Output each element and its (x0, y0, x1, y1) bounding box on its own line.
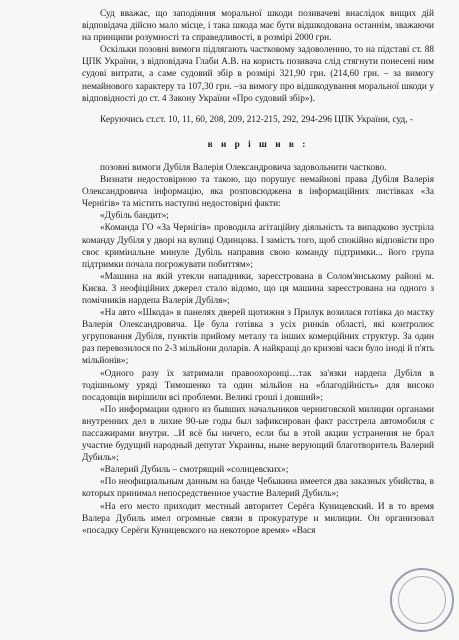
paragraph: «Валерий Дубиль – смотрящий «солнцевских»; (100, 465, 289, 476)
court-seal-stamp (390, 568, 454, 632)
paragraph-spacer (82, 105, 434, 114)
paragraph: в и р і ш и в : (207, 139, 309, 150)
paragraph: «Машина на якій утекли нападники, зареєстрована в Солом'янському районі м. Києва. З неофіційних джерел стало відомо, що ця машина зареєстрована на одного з помічників нардепа Валерія Дубіля»; (82, 271, 434, 306)
paragraph-spacer (82, 126, 434, 135)
paragraph: Суд вважає, що заподіяння моральної шкоди позивачеві внаслідок вищих дій відповідача дійсно мало місце, і така шкода має бути відшкодована останнім, зважаючи на принципи розумності та справедливості, в розмірі 2000 грн. (82, 9, 434, 44)
paragraph: «На его место приходит местный авторитет Серёга Куницевский. И в то время Валера Дубиль имел огромные связи в прокуратуре и милиции. Он организовал «посадку Серёги Куницевского на некоторое время» «Вася (82, 501, 434, 536)
paragraph: Визнати недостовірною та такою, що порушує немайнові права Дубіля Валерія Олександровича інформацію, яка розповсюджена в інформаційних листівках «За Чернігів» та містить наступні недостовірні факти: (82, 175, 434, 210)
paragraph: «Дубіль бандит»; (100, 211, 169, 222)
paragraph: «Одного разу їх затримали правоохоронці…так за'язки нардепа Дубіля в тодішньому уряді Тимошенко та один мільйон на «благодійність» для високо посадовців вирішили всі проблеми. Великі гроші і довший»; (82, 368, 434, 403)
paragraph: «Команда ГО «За Чернігів» проводила агітаційну діяльність та випадково зустріла команду Дубіля у дворі на вулиці Одинцова. І замість того, щоб спокійно відповісти про своє кримінальне минуле Дубіль направив свою команду підтримки... його група підтримки почала погрожувати побиттям»; (82, 223, 434, 270)
document-body (82, 8, 434, 537)
paragraph: «По неофициальным данным на банде Чебыкина имеется два заказных убийства, в которых принимал непосредственное участие Валерий Дубиль»; (82, 477, 434, 500)
paragraph: Оскільки позовні вимоги підлягають частковому задоволенню, то на підставі ст. 88 ЦПК України, з відповідача Глаби А.В. на користь позивача слід стягнути понесені ним судові витрати, а саме судовий збір в розмірі 321,90 грн. (214,60 грн. – за вимогу немайнового характеру та 107,30 грн. –за вимогу про відшкодування моральної шкоди у відповідності до ст. 4 Закону України «Про судовий збір»). (82, 45, 434, 104)
paragraph: «На авто «Шкода» в панелях дверей щотижня з Прилук возилася готівка до мастку Валерія Олександровича. Це була готівка з усіх ринків області, які контролює угруповання Дубіля, пунктів прийому металу та інших комерційних структур. За один раз перевозилося по 2-3 мільйони доларів. А найкращі до кризові часи було іноді й п'ять мільйонів»; (82, 308, 434, 367)
paragraph: Керуючись ст.ст. 10, 11, 60, 208, 209, 212-215, 292, 294-296 ЦПК України, суд, - (100, 114, 413, 125)
paragraph: «По информации одного из бывших начальников черниговской милиции органами внутренних дел в лихие 90-ые годы был зафиксирован факт расстрела автомобиля с пассажирами внутри. ..И всё бы ничего, если бы в этой акции устранения не брал участие будущий народный депутат Украины, ныне верующий благотворитель Валерий Дубиль»; (82, 404, 434, 464)
paragraph: позовні вимоги Дубіля Валерія Олександровича задовольнити частково. (100, 162, 387, 173)
